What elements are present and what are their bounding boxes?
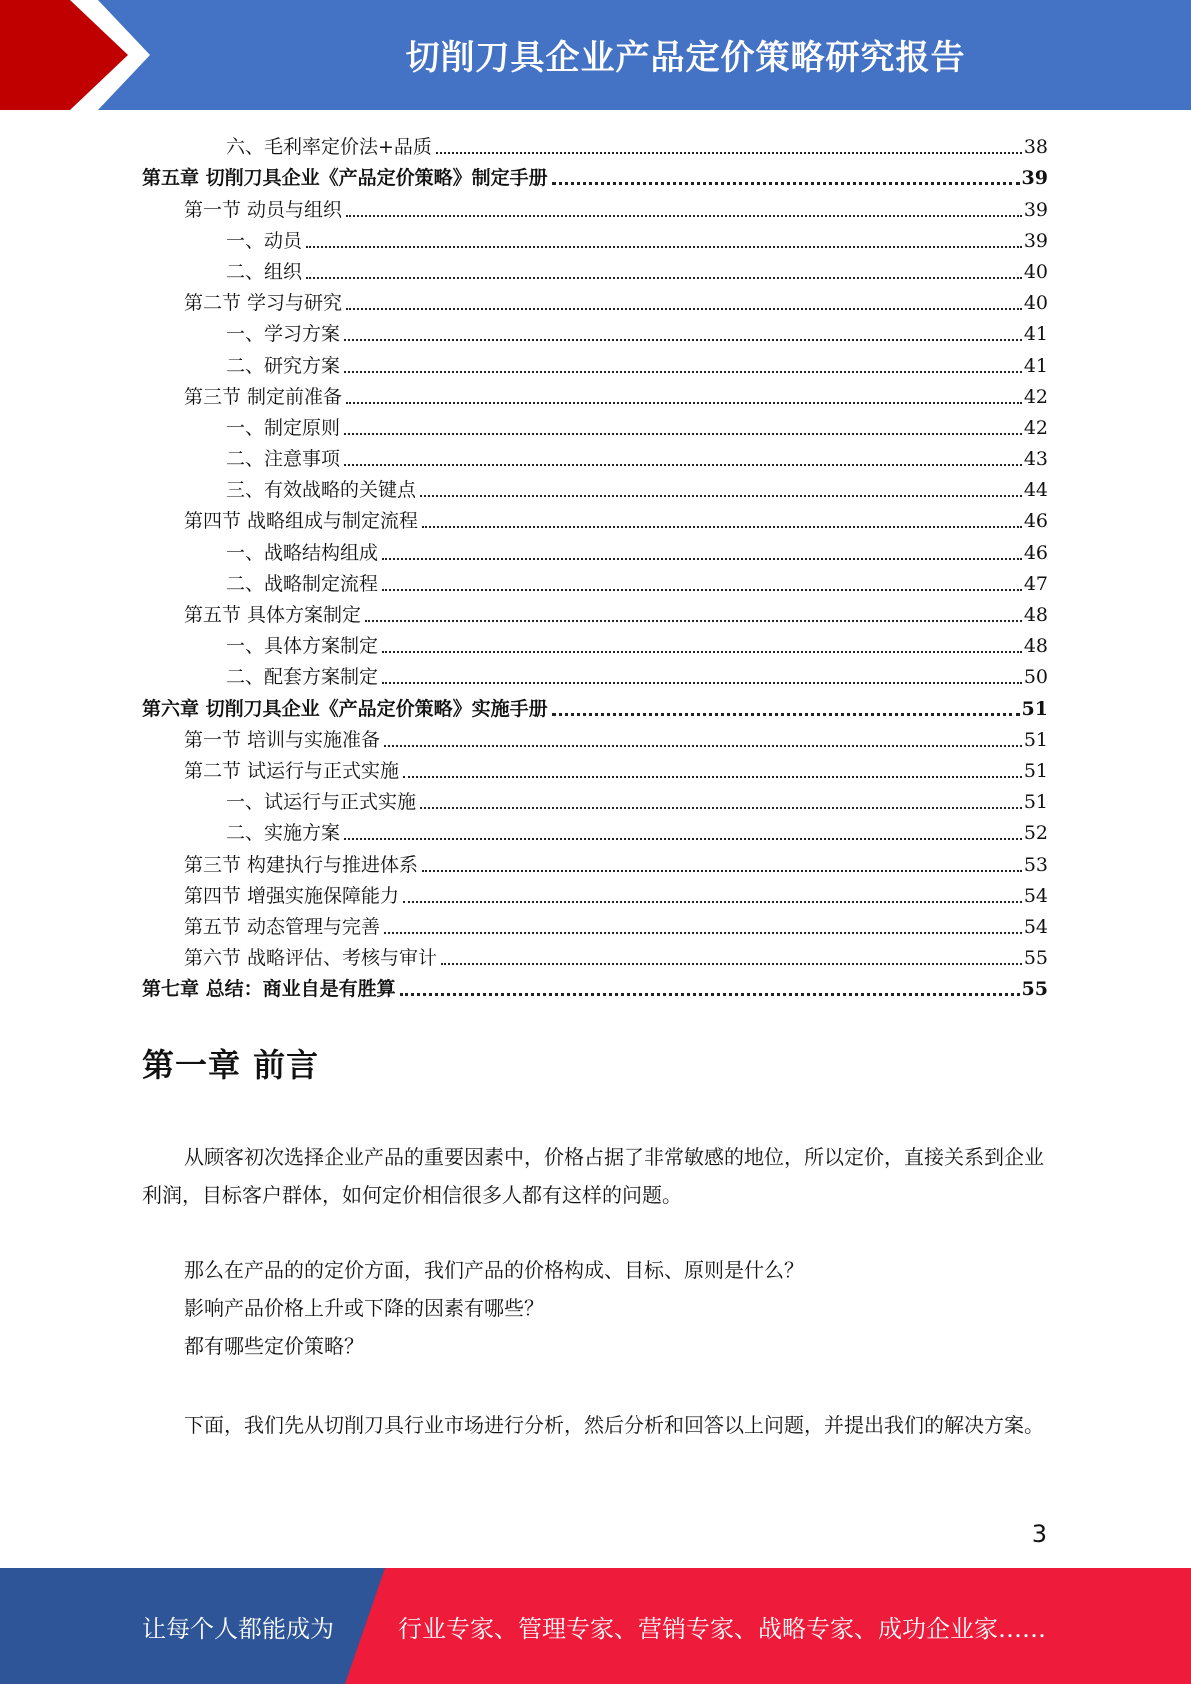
toc-dot-leader: [403, 899, 1022, 903]
toc-dot-leader: [384, 930, 1022, 934]
toc-entry-page: 39: [1023, 229, 1048, 252]
toc-dot-leader: [403, 774, 1022, 778]
toc-entry-page: 42: [1023, 385, 1048, 408]
toc-entry[interactable]: [142, 627, 1048, 658]
toc-entry-label: 第四节 战略组成与制定流程: [184, 510, 419, 533]
footer-slogan-right: 行业专家、管理专家、营销专家、战略专家、成功企业家……: [398, 1614, 1046, 1643]
toc-entry-page: 47: [1023, 572, 1048, 595]
toc-dot-leader: [382, 556, 1022, 560]
toc-entry-label: 二、组织: [226, 260, 303, 283]
toc-entry-label: 第三节 构建执行与推进体系: [184, 853, 419, 876]
toc-entry[interactable]: [142, 222, 1048, 253]
toc-entry-label: 一、具体方案制定: [226, 635, 379, 658]
toc-entry[interactable]: [142, 502, 1048, 533]
toc-entry[interactable]: [142, 346, 1048, 377]
toc-entry-label: 二、实施方案: [226, 822, 341, 845]
chapter-title: 第一章 前言: [142, 1046, 320, 1084]
toc-entry[interactable]: [142, 253, 1048, 284]
toc-entry-label: 第二节 学习与研究: [184, 292, 343, 315]
toc-entry-page: 46: [1023, 541, 1048, 564]
toc-entry[interactable]: [142, 877, 1048, 908]
toc-entry[interactable]: [142, 783, 1048, 814]
intro-paragraph: 从顾客初次选择企业产品的重要因素中，价格占据了非常敏感的地位，所以定价，直接关系到企业利润，目标客户群体，如何定价相信很多人都有这样的问题。: [142, 1145, 1044, 1207]
toc-entry[interactable]: [142, 721, 1048, 752]
toc-entry[interactable]: [142, 970, 1048, 1001]
toc-entry-label: 二、注意事项: [226, 448, 341, 471]
toc-entry-label: 六、毛利率定价法+品质: [226, 136, 432, 159]
toc-entry-page: 48: [1023, 635, 1048, 658]
toc-entry-label: 第四节 增强实施保障能力: [184, 884, 400, 907]
toc-entry-page: 55: [1021, 978, 1048, 1001]
toc-dot-leader: [306, 275, 1022, 279]
toc-entry-label: 第七章 总结：商业自是有胜算: [142, 978, 396, 1001]
toc-dot-leader: [344, 462, 1022, 466]
toc-entry[interactable]: [142, 939, 1048, 970]
toc-entry-label: 第一节 培训与实施准备: [184, 728, 381, 751]
toc-entry-label: 第六节 战略评估、考核与审计: [184, 947, 438, 970]
toc-dot-leader: [365, 618, 1022, 622]
toc-entry-page: 55: [1023, 947, 1048, 970]
toc-entry-page: 48: [1023, 604, 1048, 626]
toc-dot-leader: [382, 649, 1022, 653]
toc-entry-page: 46: [1023, 510, 1048, 533]
toc-entry[interactable]: [142, 814, 1048, 845]
toc-dot-leader: [422, 868, 1022, 872]
toc-dot-leader: [422, 524, 1022, 528]
toc-entry[interactable]: [142, 908, 1048, 939]
toc-entry[interactable]: [142, 658, 1048, 689]
toc-entry-label: 一、制定原则: [226, 416, 341, 439]
closing-paragraph: 下面，我们先从切削刀具行业市场进行分析，然后分析和回答以上问题，并提出我们的解决方案。: [184, 1413, 1044, 1437]
toc-entry[interactable]: [142, 596, 1048, 627]
page-footer: [0, 1568, 1191, 1684]
toc-entry-label: 一、战略结构组成: [226, 541, 379, 564]
toc-entry-label: 一、动员: [226, 229, 303, 252]
toc-entry-page: 41: [1023, 323, 1048, 346]
toc-entry-label: 二、配套方案制定: [226, 666, 379, 689]
toc-entry-label: 一、学习方案: [226, 323, 341, 346]
toc-entry-page: 42: [1023, 416, 1048, 439]
toc-entry[interactable]: [142, 284, 1048, 315]
toc-entry-page: 38: [1023, 136, 1048, 159]
toc-dot-leader: [306, 244, 1022, 248]
toc-entry[interactable]: [142, 471, 1048, 502]
toc-entry-page: 43: [1023, 448, 1048, 471]
toc-entry-page: 51: [1021, 697, 1048, 720]
toc-entry-label: 第六章 切削刀具企业《产品定价策略》实施手册: [142, 697, 548, 720]
table-of-contents: [142, 128, 1048, 1001]
toc-entry[interactable]: [142, 128, 1048, 159]
toc-dot-leader: [420, 805, 1022, 809]
toc-dot-leader: [382, 680, 1022, 684]
toc-dot-leader: [384, 743, 1022, 747]
toc-entry-label: 一、试运行与正式实施: [226, 791, 417, 814]
toc-entry-page: 53: [1023, 853, 1048, 876]
toc-dot-leader: [552, 180, 1020, 185]
page-number: 3: [1031, 1520, 1047, 1548]
toc-entry-page: 51: [1023, 728, 1048, 751]
report-title: 切削刀具企业产品定价策略研究报告: [405, 37, 966, 78]
toc-entry-page: 44: [1023, 479, 1048, 502]
toc-entry-label: 二、研究方案: [226, 354, 341, 377]
toc-entry-page: 54: [1023, 884, 1048, 907]
toc-entry[interactable]: [142, 533, 1048, 564]
toc-entry-page: 40: [1023, 292, 1048, 315]
question-line: 影响产品价格上升或下降的因素有哪些？: [184, 1296, 544, 1320]
toc-entry-label: 第一节 动员与组织: [184, 198, 343, 221]
toc-entry-page: 52: [1023, 822, 1048, 845]
toc-entry-page: 51: [1023, 759, 1048, 782]
toc-entry-page: 40: [1023, 260, 1048, 283]
toc-dot-leader: [344, 836, 1022, 840]
toc-dot-leader: [344, 369, 1022, 373]
toc-entry-label: 三、有效战略的关键点: [226, 479, 417, 502]
toc-dot-leader: [400, 991, 1020, 996]
question-line: 那么在产品的的定价方面，我们产品的价格构成、目标、原则是什么？: [184, 1258, 804, 1282]
toc-dot-leader: [346, 400, 1022, 404]
toc-entry[interactable]: [142, 159, 1048, 190]
toc-entry-label: 第三节 制定前准备: [184, 385, 343, 408]
toc-entry[interactable]: [142, 565, 1048, 596]
toc-dot-leader: [346, 306, 1022, 310]
toc-entry-label: 第二节 试运行与正式实施: [184, 759, 400, 782]
toc-entry-label: 第五节 动态管理与完善: [184, 915, 381, 938]
toc-dot-leader: [382, 587, 1022, 591]
toc-entry[interactable]: [142, 378, 1048, 409]
question-line: 都有哪些定价策略？: [184, 1334, 364, 1358]
footer-slogan-left: 让每个人都能成为: [142, 1614, 334, 1643]
toc-dot-leader: [344, 431, 1022, 435]
toc-entry-page: 54: [1023, 915, 1048, 938]
toc-entry-page: 39: [1021, 167, 1048, 190]
toc-entry-label: 二、战略制定流程: [226, 572, 379, 595]
toc-dot-leader: [552, 711, 1020, 716]
toc-dot-leader: [441, 961, 1022, 965]
toc-entry[interactable]: [142, 190, 1048, 221]
toc-dot-leader: [346, 213, 1022, 217]
toc-entry-page: 51: [1023, 791, 1048, 814]
toc-entry[interactable]: [142, 689, 1048, 720]
toc-dot-leader: [436, 150, 1022, 154]
toc-entry[interactable]: [142, 752, 1048, 783]
toc-dot-leader: [344, 337, 1022, 341]
toc-entry[interactable]: [142, 845, 1048, 876]
page-header: [0, 0, 1191, 110]
toc-entry[interactable]: [142, 440, 1048, 471]
toc-dot-leader: [420, 493, 1022, 497]
toc-entry-page: 50: [1023, 666, 1048, 689]
toc-entry-label: 第五章 切削刀具企业《产品定价策略》制定手册: [142, 167, 548, 190]
toc-entry[interactable]: [142, 409, 1048, 440]
toc-entry-page: 39: [1023, 198, 1048, 221]
toc-entry-page: 41: [1023, 354, 1048, 377]
toc-entry[interactable]: [142, 315, 1048, 346]
toc-entry-label: 第五节 具体方案制定: [184, 604, 362, 626]
